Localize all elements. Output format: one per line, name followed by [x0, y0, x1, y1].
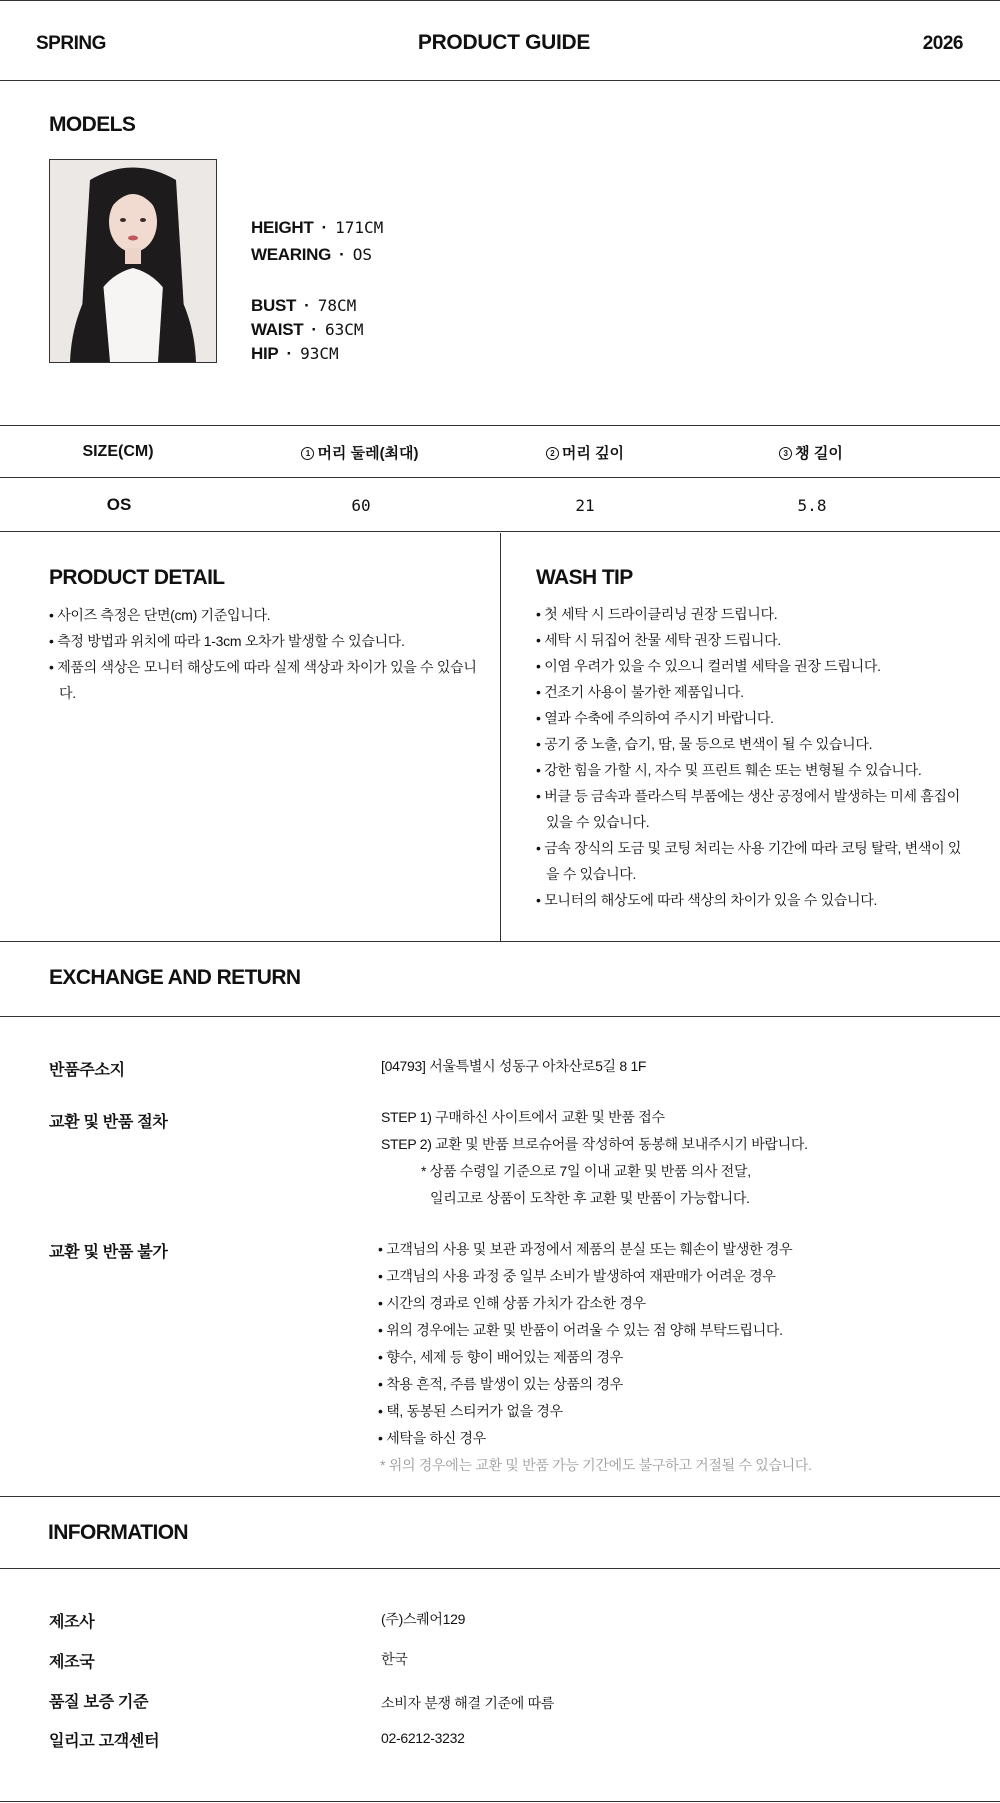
model-stat-height: HEIGHT · 171CM: [251, 218, 384, 237]
impossible-list: [378, 1236, 978, 1479]
size-table-header-circumference: 1 머리 둘레(최대): [260, 442, 460, 463]
size-cell-brim: 5.8: [797, 496, 827, 515]
wash-tip-title: WASH TIP: [536, 566, 633, 589]
procedure-step: STEP 2) 교환 및 반품 브로슈어를 작성하여 동봉해 보내주시기 바랍니다.: [381, 1136, 808, 1152]
bottom-border: [0, 1801, 1000, 1802]
list-item: • 택, 동봉된 스티커가 없을 경우: [378, 1403, 563, 1419]
number-2-icon: 2: [546, 447, 559, 460]
stat-value: OS: [352, 245, 372, 264]
list-item: • 세탁을 하신 경우: [378, 1430, 486, 1446]
info-label-manufacturer: 제조사: [49, 1614, 95, 1631]
list-item: • 고객님의 사용 및 보관 과정에서 제품의 분실 또는 훼손이 발생한 경우: [378, 1241, 793, 1257]
model-stat-waist: WAIST · 63CM: [251, 320, 364, 339]
stat-value: 93CM: [300, 344, 339, 363]
info-value-customer-center: 02-6212-3232: [381, 1730, 465, 1746]
exchange-title-divider: [0, 1016, 1000, 1017]
list-item: • 측정 방법과 위치에 따라 1-3cm 오차가 발생할 수 있습니다.: [49, 628, 479, 654]
procedure-step: STEP 1) 구매하신 사이트에서 교환 및 반품 접수: [381, 1109, 665, 1125]
info-value-country: 한국: [381, 1651, 408, 1667]
return-address-value: [04793] 서울특별시 성동구 아차산로5길 8 1F: [381, 1058, 647, 1074]
list-item: • 건조기 사용이 불가한 제품입니다.: [536, 679, 972, 705]
size-table-header-brim: 3 챙 길이: [711, 442, 911, 463]
model-figure-icon: [50, 160, 216, 362]
year-label: 2026: [922, 33, 963, 54]
procedure-note: * 상품 수령일 기준으로 7일 이내 교환 및 반품 의사 전달,: [421, 1163, 751, 1179]
wash-tip-list: [536, 601, 972, 913]
model-stat-hip: HIP · 93CM: [251, 344, 339, 363]
info-label-warranty: 품질 보증 기준: [49, 1694, 149, 1711]
info-value-manufacturer: (주)스퀘어129: [381, 1611, 466, 1627]
stat-label: HEIGHT: [251, 218, 314, 237]
exchange-title: EXCHANGE AND RETURN: [49, 966, 301, 989]
detail-column-divider: [500, 533, 501, 941]
list-item: • 열과 수축에 주의하여 주시기 바랍니다.: [536, 705, 972, 731]
page-title: PRODUCT GUIDE: [417, 31, 591, 54]
product-detail-title: PRODUCT DETAIL: [49, 566, 225, 589]
procedure-label: 교환 및 반품 절차: [49, 1114, 168, 1131]
information-title-divider: [0, 1568, 1000, 1569]
info-label-country: 제조국: [49, 1654, 95, 1671]
number-3-icon: 3: [779, 447, 792, 460]
procedure-note: 일리고로 상품이 도착한 후 교환 및 반품이 가능합니다.: [430, 1190, 750, 1206]
product-detail-list: [49, 602, 479, 706]
list-item: • 금속 장식의 도금 및 코팅 처리는 사용 기간에 따라 코팅 탈락, 변색이 있을 수 있습니다.: [536, 835, 972, 887]
stat-value: 171CM: [335, 218, 384, 237]
list-item: • 사이즈 측정은 단면(cm) 기준입니다.: [49, 602, 479, 628]
list-item: • 버클 등 금속과 플라스틱 부품에는 생산 공정에서 발생하는 미세 흠집이 있을 수 있습니다.: [536, 783, 972, 835]
stat-label: BUST: [251, 296, 297, 315]
list-item: • 시간의 경과로 인해 상품 가치가 감소한 경우: [378, 1295, 646, 1311]
list-item: • 세탁 시 뒤집어 찬물 세탁 권장 드립니다.: [536, 627, 972, 653]
list-item: • 위의 경우에는 교환 및 반품이 어려울 수 있는 점 양해 부탁드립니다.: [378, 1322, 783, 1338]
stat-label: HIP: [251, 344, 279, 363]
procedure-list: [381, 1104, 808, 1212]
size-table-bottom: [0, 531, 1000, 532]
size-table-top: [0, 425, 1000, 426]
list-item: • 제품의 색상은 모니터 해상도에 따라 실제 색상과 차이가 있을 수 있습니다.: [49, 654, 479, 706]
list-item: • 착용 흔적, 주름 발생이 있는 상품의 경우: [378, 1376, 623, 1392]
info-value-warranty: 소비자 분쟁 해결 기준에 따름: [381, 1695, 555, 1711]
list-item: • 첫 세탁 시 드라이클리닝 권장 드립니다.: [536, 601, 972, 627]
stat-value: 78CM: [317, 296, 357, 315]
impossible-label: 교환 및 반품 불가: [49, 1244, 168, 1261]
header-divider: [0, 80, 1000, 81]
size-table-mid: [0, 477, 1000, 478]
model-stat-bust: BUST · 78CM: [251, 296, 357, 315]
top-border: [0, 0, 1000, 1]
size-cell-circumference: 60: [351, 496, 371, 515]
list-item: • 강한 힘을 가할 시, 자수 및 프린트 훼손 또는 변형될 수 있습니다.: [536, 757, 972, 783]
exchange-note: * 위의 경우에는 교환 및 반품 가능 기간에도 불구하고 거절될 수 있습니다.: [380, 1457, 812, 1473]
stat-label: WAIST: [251, 320, 304, 339]
season-label: SPRING: [36, 33, 106, 54]
information-top: [0, 1496, 1000, 1497]
size-cell-depth: 21: [575, 496, 595, 515]
size-table-header-depth: 2 머리 깊이: [485, 442, 685, 463]
number-1-icon: 1: [301, 447, 314, 460]
list-item: • 공기 중 노출, 습기, 땀, 물 등으로 변색이 될 수 있습니다.: [536, 731, 972, 757]
size-cell-os: OS: [106, 495, 132, 514]
list-item: • 향수, 세제 등 향이 배어있는 제품의 경우: [378, 1349, 623, 1365]
list-item: • 이염 우려가 있을 수 있으니 컬러별 세탁을 권장 드립니다.: [536, 653, 972, 679]
models-title: MODELS: [49, 113, 136, 136]
info-label-customer-center: 일리고 고객센터: [49, 1733, 160, 1750]
list-item: • 고객님의 사용 과정 중 일부 소비가 발생하여 재판매가 어려운 경우: [378, 1268, 776, 1284]
return-address-label: 반품주소지: [49, 1062, 125, 1079]
stat-label: WEARING: [251, 245, 332, 264]
model-photo: [49, 159, 217, 363]
exchange-top: [0, 941, 1000, 942]
stat-value: 63CM: [325, 320, 364, 339]
information-title: INFORMATION: [48, 1521, 188, 1544]
list-item: • 모니터의 해상도에 따라 색상의 차이가 있을 수 있습니다.: [536, 887, 972, 913]
model-stat-wearing: WEARING · OS: [251, 245, 372, 264]
size-table-header-size: SIZE(CM): [82, 443, 154, 460]
